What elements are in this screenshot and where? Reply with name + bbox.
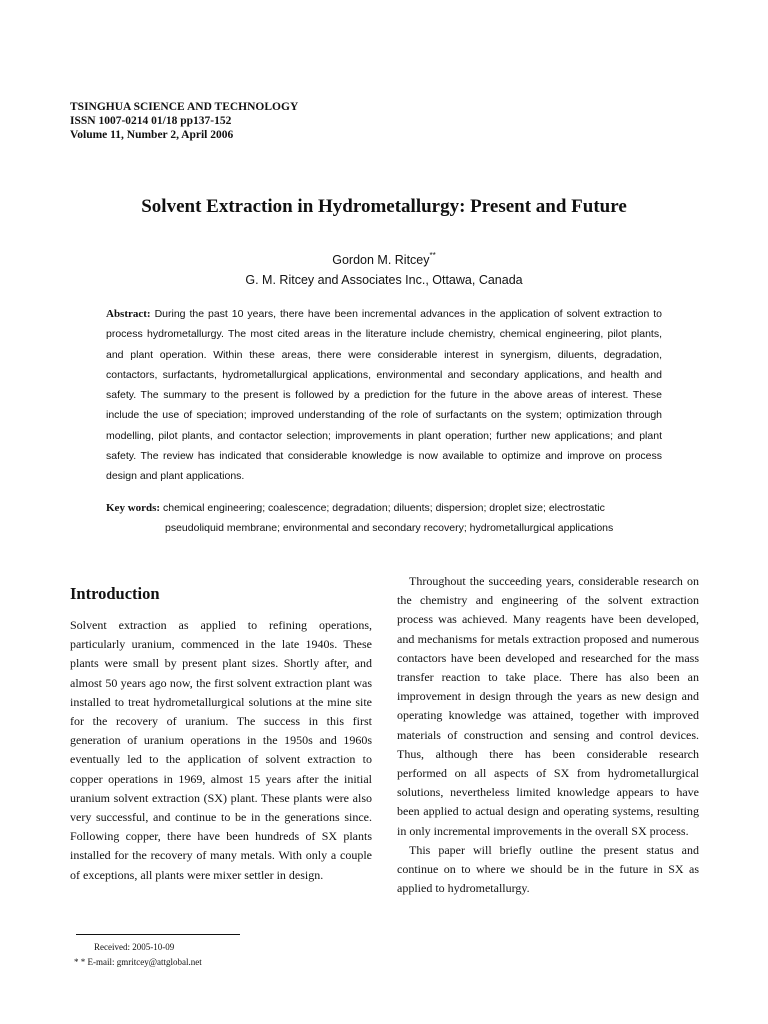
- received-date: Received: 2005-10-09: [94, 942, 175, 952]
- right-column: [397, 572, 699, 898]
- keywords-text-2: pseudoliquid membrane; environmental and secondary recovery; hydrometallurgical applications: [165, 522, 614, 534]
- author-name: Gordon M. Ritcey: [332, 253, 430, 267]
- intro-paragraph-3: This paper will briefly outline the present status and continue on to where we should be in the future in SX as applied to hydrometallurgy.: [397, 842, 699, 896]
- author-line: [0, 250, 768, 270]
- keywords: [106, 498, 666, 538]
- journal-header: [70, 100, 298, 142]
- journal-name: TSINGHUA SCIENCE AND TECHNOLOGY: [70, 101, 299, 113]
- abstract-text: During the past 10 years, there have been incremental advances in the application of solvent extraction to process hydrometallurgy. The most cited areas in the literature include chemistry, chemical engineering, pilot plants, and plant operation. Within these areas, there were considerable interest in synergism, diluents, degradation, contactors, surfactants, hydrometallurgical applications, environmental and secondary applications, and health and safety. The summary to the present is followed by a prediction for the future in the above areas of interest. These include the use of speciation; improved understanding of the role of surfactants on the system; optimization through modelling, pilot plants, and contactor selection; improvements in plant operation; further new applications; and plant safety. The review has indicated that considerable knowledge is now available to optimize and improve on process design and plant applications.: [106, 308, 662, 483]
- volume-line: Volume 11, Number 2, April 2006: [70, 129, 234, 141]
- intro-paragraph-1: Solvent extraction as applied to refining operations, particularly uranium, commenced in the late 1940s. These plants were small by present plant sizes. Shortly after, and almost 50 years ago now, the first solvent extraction plant was installed to treat hydrometallurgical solutions at the mine site for the recovery of uranium. The success in this first generation of uranium operations in the 1950s and 1960s eventually led to the application of solvent extraction to copper operations in 1969, almost 15 years after the initial uranium solvent extraction (SX) plant. These plants were also very successful, and continue to be in the generations since. Following copper, there have been hundreds of SX plants installed for the recovery of many metals. With only a couple of exceptions, all plants were mixer settler in design.: [70, 618, 372, 882]
- footnote-divider: [76, 934, 240, 935]
- author-email: * * E-mail: gmritcey@attglobal.net: [74, 957, 202, 967]
- keywords-label: Key words:: [106, 502, 161, 514]
- author-affiliation: G. M. Ritcey and Associates Inc., Ottawa, Canada: [245, 273, 523, 287]
- intro-paragraph-2: Throughout the succeeding years, considerable research on the chemistry and engineering of the solvent extraction process was achieved. Many reagents have been developed, and mechanisms for metals extraction proposed and numerous contactors have been developed and researched for the mass transfer reaction to take place. There has also been an improvement in design through the years as new design and operating knowledge was attained, together with improved materials of construction and sensing and control devices. Thus, although there has been considerable research performed on all aspects of SX from hydrometallurgical solutions, nevertheless limited knowledge appears to have been applied to actual design and operating systems, resulting in only incremental improvements in the overall SX process.: [397, 574, 699, 838]
- issn-line: ISSN 1007-0214 01/18 pp137-152: [70, 115, 232, 127]
- section-heading-introduction: Introduction: [70, 584, 160, 603]
- author-footnote-marker: **: [429, 251, 436, 260]
- author-block: [0, 250, 768, 290]
- keywords-text-1: chemical engineering; coalescence; degradation; diluents; dispersion; droplet size; electrostatic: [163, 502, 605, 514]
- keywords-line-1: [106, 498, 666, 518]
- left-column: [70, 584, 372, 885]
- abstract: [106, 304, 662, 487]
- footnotes: [74, 940, 202, 970]
- abstract-label: Abstract:: [106, 308, 151, 320]
- paper-title: Solvent Extraction in Hydrometallurgy: Present and Future: [141, 196, 627, 217]
